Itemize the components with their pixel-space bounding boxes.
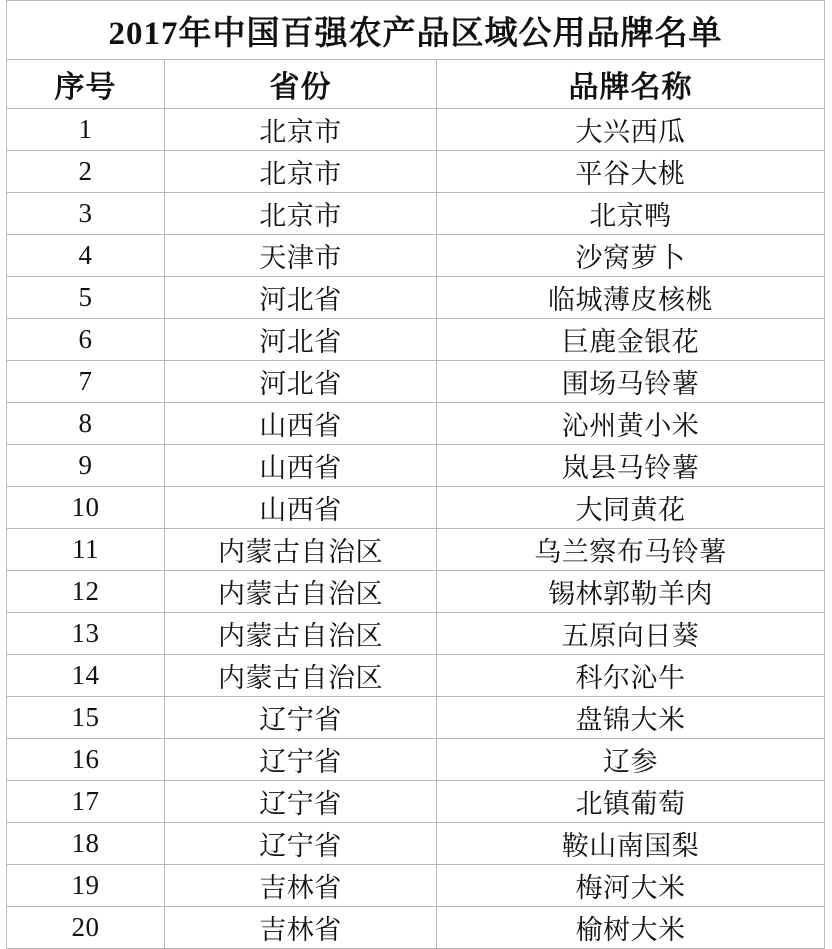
cell-index: 1 <box>7 109 165 151</box>
cell-index: 2 <box>7 151 165 193</box>
cell-province: 内蒙古自治区 <box>165 529 437 571</box>
cell-brand: 五原向日葵 <box>437 613 825 655</box>
cell-province: 辽宁省 <box>165 781 437 823</box>
cell-province: 北京市 <box>165 193 437 235</box>
table-row <box>7 739 825 781</box>
cell-index: 18 <box>7 823 165 865</box>
cell-brand: 科尔沁牛 <box>437 655 825 697</box>
table-row <box>7 571 825 613</box>
column-header-index: 序号 <box>7 60 165 109</box>
cell-brand: 沙窝萝卜 <box>437 235 825 277</box>
cell-brand: 岚县马铃薯 <box>437 445 825 487</box>
cell-province: 北京市 <box>165 151 437 193</box>
table-row <box>7 193 825 235</box>
cell-index: 6 <box>7 319 165 361</box>
table-row <box>7 697 825 739</box>
column-header-province: 省份 <box>165 60 437 109</box>
cell-index: 20 <box>7 907 165 949</box>
cell-brand: 巨鹿金银花 <box>437 319 825 361</box>
cell-brand: 大同黄花 <box>437 487 825 529</box>
cell-index: 11 <box>7 529 165 571</box>
table-row <box>7 403 825 445</box>
cell-index: 10 <box>7 487 165 529</box>
cell-brand: 北镇葡萄 <box>437 781 825 823</box>
table-row <box>7 781 825 823</box>
cell-brand: 乌兰察布马铃薯 <box>437 529 825 571</box>
table-row <box>7 487 825 529</box>
cell-index: 5 <box>7 277 165 319</box>
cell-index: 13 <box>7 613 165 655</box>
cell-brand: 梅河大米 <box>437 865 825 907</box>
table-row <box>7 235 825 277</box>
cell-province: 辽宁省 <box>165 697 437 739</box>
cell-index: 7 <box>7 361 165 403</box>
table-row <box>7 151 825 193</box>
cell-province: 北京市 <box>165 109 437 151</box>
cell-index: 12 <box>7 571 165 613</box>
cell-brand: 辽参 <box>437 739 825 781</box>
brand-list-table <box>6 0 825 949</box>
cell-index: 16 <box>7 739 165 781</box>
table-row <box>7 613 825 655</box>
cell-index: 17 <box>7 781 165 823</box>
cell-province: 河北省 <box>165 277 437 319</box>
table-row <box>7 529 825 571</box>
cell-brand: 榆树大米 <box>437 907 825 949</box>
cell-index: 19 <box>7 865 165 907</box>
cell-brand: 围场马铃薯 <box>437 361 825 403</box>
table-row <box>7 277 825 319</box>
cell-brand: 锡林郭勒羊肉 <box>437 571 825 613</box>
table-row <box>7 319 825 361</box>
cell-index: 8 <box>7 403 165 445</box>
document-title: 2017年中国百强农产品区域公用品牌名单 <box>7 1 825 60</box>
header-row <box>7 60 825 109</box>
cell-province: 山西省 <box>165 487 437 529</box>
cell-province: 天津市 <box>165 235 437 277</box>
cell-province: 山西省 <box>165 403 437 445</box>
cell-province: 辽宁省 <box>165 739 437 781</box>
cell-brand: 临城薄皮核桃 <box>437 277 825 319</box>
cell-index: 3 <box>7 193 165 235</box>
cell-province: 辽宁省 <box>165 823 437 865</box>
cell-province: 吉林省 <box>165 907 437 949</box>
cell-brand: 大兴西瓜 <box>437 109 825 151</box>
table-row <box>7 361 825 403</box>
table-body <box>7 1 825 949</box>
cell-province: 内蒙古自治区 <box>165 613 437 655</box>
column-header-brand: 品牌名称 <box>437 60 825 109</box>
cell-province: 河北省 <box>165 361 437 403</box>
cell-province: 吉林省 <box>165 865 437 907</box>
table-row <box>7 445 825 487</box>
cell-province: 内蒙古自治区 <box>165 571 437 613</box>
cell-index: 9 <box>7 445 165 487</box>
cell-index: 14 <box>7 655 165 697</box>
cell-index: 4 <box>7 235 165 277</box>
table-row <box>7 655 825 697</box>
cell-province: 山西省 <box>165 445 437 487</box>
cell-brand: 平谷大桃 <box>437 151 825 193</box>
table-row <box>7 865 825 907</box>
cell-brand: 北京鸭 <box>437 193 825 235</box>
cell-brand: 鞍山南国梨 <box>437 823 825 865</box>
table-row <box>7 823 825 865</box>
cell-province: 河北省 <box>165 319 437 361</box>
cell-index: 15 <box>7 697 165 739</box>
cell-brand: 盘锦大米 <box>437 697 825 739</box>
cell-province: 内蒙古自治区 <box>165 655 437 697</box>
cell-brand: 沁州黄小米 <box>437 403 825 445</box>
table-row <box>7 109 825 151</box>
table-row <box>7 907 825 949</box>
title-row <box>7 1 825 60</box>
